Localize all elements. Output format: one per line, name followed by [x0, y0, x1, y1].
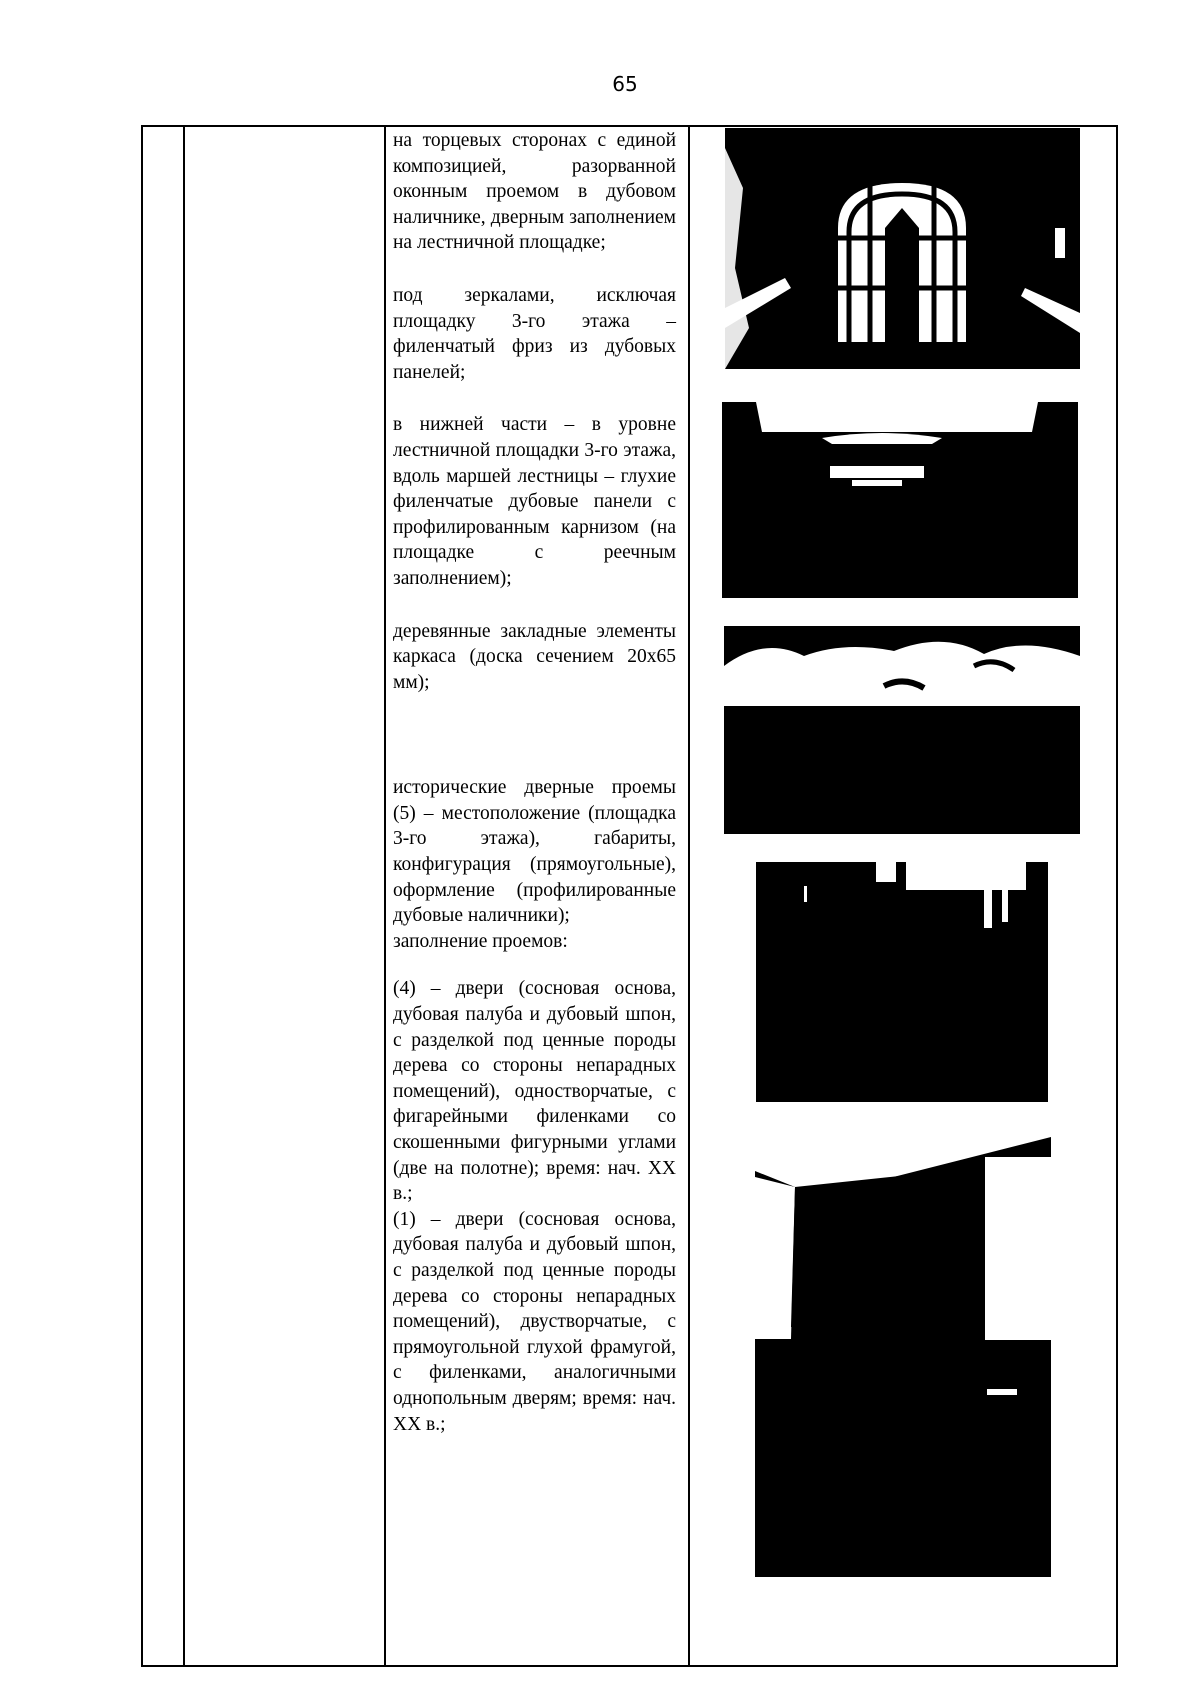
paragraph-door-openings: исторические дверные проемы (5) – местоположение (площадка 3-го этажа), габариты, конфигурация (прямоугольные), оформление (профилированные дубовые наличники);: [393, 777, 676, 927]
description-column: [393, 128, 676, 1437]
paragraph-fillings-heading: заполнение проемов:: [393, 930, 568, 952]
photo-oak-frieze: [722, 398, 1078, 598]
paragraph-lower-panels: в нижней части – в уровне лестничной площадки 3-го этажа, вдоль маршей лестницы – глухие филенчатые дубовые панели с профилированным карнизом (на площадке с реечным заполнением);: [393, 414, 676, 589]
paragraph-end-walls: на торцевых сторонах с единой композицией, разорванной оконным проемом в дубовом наличнике, дверным заполнением на лестничной площадке;: [393, 130, 676, 254]
page-number: 65: [612, 72, 638, 96]
photo-staircase-window: [725, 128, 1080, 369]
photo-wall-framing: [724, 626, 1080, 834]
paragraph-double-doors: (1) – двери (сосновая основа, дубовая палуба и дубовый шпон, с разделкой под ценные породы дерева со стороны непарадных помещений), двустворчатые, с прямоугольной глухой фрамугой, с филенками, аналогичными однопольным дверям; время: нач. XX в.;: [393, 1208, 676, 1435]
paragraph-framing: деревянные закладные элементы каркаса (доска сечением 20х65 мм);: [393, 620, 676, 693]
paragraph-single-doors: (4) – двери (сосновая основа, дубовая палуба и дубовый шпон, с разделкой под ценные породы дерева со стороны непарадных помещений), одностворчатые, с фигарейными филенками со скошенными фигурными углами (две на полотне); время: нач. XX в.;: [393, 978, 676, 1205]
photo-door-leaf: [755, 1127, 1051, 1577]
column-divider-3: [688, 125, 690, 1667]
column-divider-1: [183, 125, 185, 1667]
photo-door-openings: [756, 862, 1048, 1102]
column-divider-2: [384, 125, 386, 1667]
paragraph-frieze: под зеркалами, исключая площадку 3-го этажа – филенчатый фриз из дубовых панелей;: [393, 284, 676, 383]
